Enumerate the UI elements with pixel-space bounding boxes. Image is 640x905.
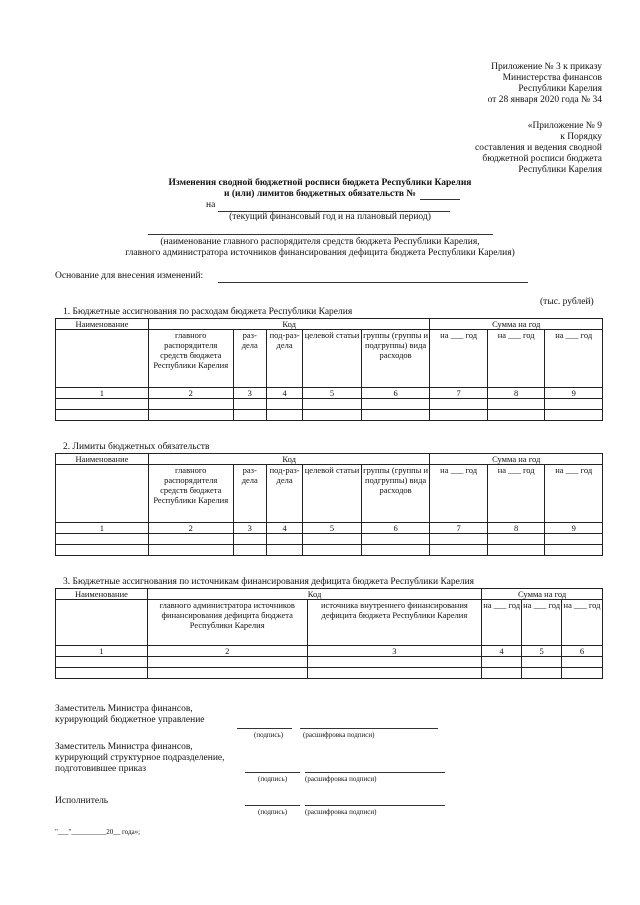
col-distributor: главного распорядителя средств бюджета Республики Карелия: [148, 330, 233, 388]
name-cell: [56, 465, 149, 523]
title-line-1: Изменения сводной бюджетной росписи бюджета Республики Карелия: [168, 178, 472, 188]
col-number: 1: [56, 523, 149, 534]
name-cell: [56, 330, 149, 388]
col-number: 6: [361, 388, 430, 399]
deputy-line: курирующий бюджетное управление: [55, 715, 205, 725]
year-col: на ___ год: [430, 465, 488, 523]
col-number: 3: [307, 646, 482, 657]
distributor-line-1: (наименование главного распорядителя средств бюджета Республики Карелия,: [160, 237, 480, 247]
col-number: 7: [430, 388, 488, 399]
col-number: 5: [303, 523, 362, 534]
col-number: 3: [233, 523, 266, 534]
deputy-line: подготовившее приказ: [55, 764, 146, 774]
year-col: на ___ год: [430, 330, 488, 388]
sum-header: Сумма на год: [430, 319, 603, 330]
section1-title: 1. Бюджетные ассигнования по расходам бюджета Республики Карелия: [63, 307, 353, 317]
col-number: 6: [361, 523, 430, 534]
table-row: [56, 410, 603, 421]
period-prefix: на: [206, 200, 216, 210]
section1-table: [55, 318, 603, 421]
col-number: 5: [303, 388, 362, 399]
sum-header: Сумма на год: [430, 454, 603, 465]
section3-title: 3. Бюджетные ассигнования по источникам финансирования дефицита бюджета Республики Карелия: [63, 577, 475, 587]
name-cell: [56, 600, 148, 646]
section3-table: [55, 588, 603, 679]
header-line: Приложение № 3 к приказу: [491, 62, 602, 72]
col-section: раз-дела: [233, 465, 266, 523]
annex-line: бюджетной росписи бюджета: [482, 154, 602, 164]
period-caption: (текущий финансовый год и на плановый период): [229, 212, 431, 222]
distributor-line-2: главного администратора источников финансирования дефицита бюджета Республики Карелия): [125, 248, 515, 258]
col-number: 2: [147, 646, 307, 657]
col-number: 4: [266, 523, 302, 534]
annex-line: «Приложение № 9: [527, 121, 602, 131]
col-section: раз-дела: [233, 330, 266, 388]
deputy-line: Заместитель Министра финансов,: [55, 742, 193, 752]
section2-title: 2. Лимиты бюджетных обязательств: [63, 442, 210, 452]
col-source-administrator: главного администратора источников финансирования дефицита бюджета Республики Карелия: [147, 600, 307, 646]
year-col: на ___ год: [545, 465, 603, 523]
col-distributor: главного распорядителя средств бюджета Республики Карелия: [148, 465, 233, 523]
document-title: [120, 178, 520, 200]
annex-line: составления и ведения сводной: [475, 143, 602, 153]
col-subsection: под-раз-дела: [266, 330, 302, 388]
title-line-2: и (или) лимитов бюджетных обязательств №: [224, 189, 416, 199]
col-number: 6: [562, 646, 603, 657]
name-header: Наименование: [56, 589, 148, 600]
col-number: 2: [148, 523, 233, 534]
col-internal-source: источника внутреннего финансирования дефицита бюджета Республики Карелия: [307, 600, 482, 646]
deputy-structural-title: [55, 742, 225, 775]
code-header: Код: [148, 454, 430, 465]
col-number: 4: [266, 388, 302, 399]
col-number: 7: [430, 523, 488, 534]
deputy-budget-title: [55, 704, 205, 726]
year-col: на ___ год: [482, 600, 522, 646]
signature-caption: (подпись): [254, 731, 284, 739]
col-number: 9: [545, 523, 603, 534]
table-row: [56, 534, 603, 545]
date-line: "___"__________20__ года»;: [55, 828, 141, 836]
col-subsection: под-раз-дела: [266, 465, 302, 523]
col-number: 8: [487, 388, 545, 399]
header-line: от 28 января 2020 года № 34: [487, 95, 602, 105]
signature-caption: (подпись): [258, 775, 288, 783]
sum-header: Сумма на год: [482, 589, 603, 600]
year-col: на ___ год: [487, 465, 545, 523]
name-header: Наименование: [56, 454, 149, 465]
units-label: (тыс. рублей): [540, 297, 594, 307]
deputy-line: Заместитель Министра финансов,: [55, 704, 193, 714]
col-target: целевой статьи: [303, 330, 362, 388]
table-row: [56, 399, 603, 410]
procedure-annex-header: [382, 121, 602, 176]
col-target: целевой статьи: [303, 465, 362, 523]
col-number: 2: [148, 388, 233, 399]
annex-line: к Порядку: [560, 132, 602, 142]
year-col: на ___ год: [487, 330, 545, 388]
annex-line: Республики Карелия: [518, 165, 602, 175]
year-col: на ___ год: [545, 330, 603, 388]
basis-label: Основание для внесения изменений:: [55, 271, 204, 281]
table-row: [56, 545, 603, 556]
year-col: на ___ год: [522, 600, 562, 646]
col-number: 1: [56, 388, 149, 399]
header-line: Министерства финансов: [502, 73, 602, 83]
signature-caption: (подпись): [258, 808, 288, 816]
deputy-line: курирующий структурное подразделение,: [55, 753, 225, 763]
section2-table: [55, 453, 603, 556]
distributor-caption: [80, 237, 560, 259]
decode-caption: (расшифровка подписи): [305, 808, 377, 816]
name-header: Наименование: [56, 319, 149, 330]
col-number: 8: [487, 523, 545, 534]
executor-label: Исполнитель: [55, 796, 109, 806]
col-expense-type: группы (группы и подгруппы) вида расходов: [361, 465, 430, 523]
table-row: [56, 668, 603, 679]
code-header: Код: [148, 319, 430, 330]
decode-caption: (расшифровка подписи): [303, 731, 375, 739]
col-number: 5: [522, 646, 562, 657]
decode-caption: (расшифровка подписи): [305, 775, 377, 783]
year-col: на ___ год: [562, 600, 603, 646]
table-row: [56, 657, 603, 668]
code-header: Код: [147, 589, 481, 600]
col-number: 1: [56, 646, 148, 657]
header-line: Республики Карелия: [518, 84, 602, 94]
col-number: 4: [482, 646, 522, 657]
col-number: 9: [545, 388, 603, 399]
col-expense-type: группы (группы и подгруппы) вида расходов: [361, 330, 430, 388]
col-number: 3: [233, 388, 266, 399]
order-annex-header: [382, 62, 602, 106]
